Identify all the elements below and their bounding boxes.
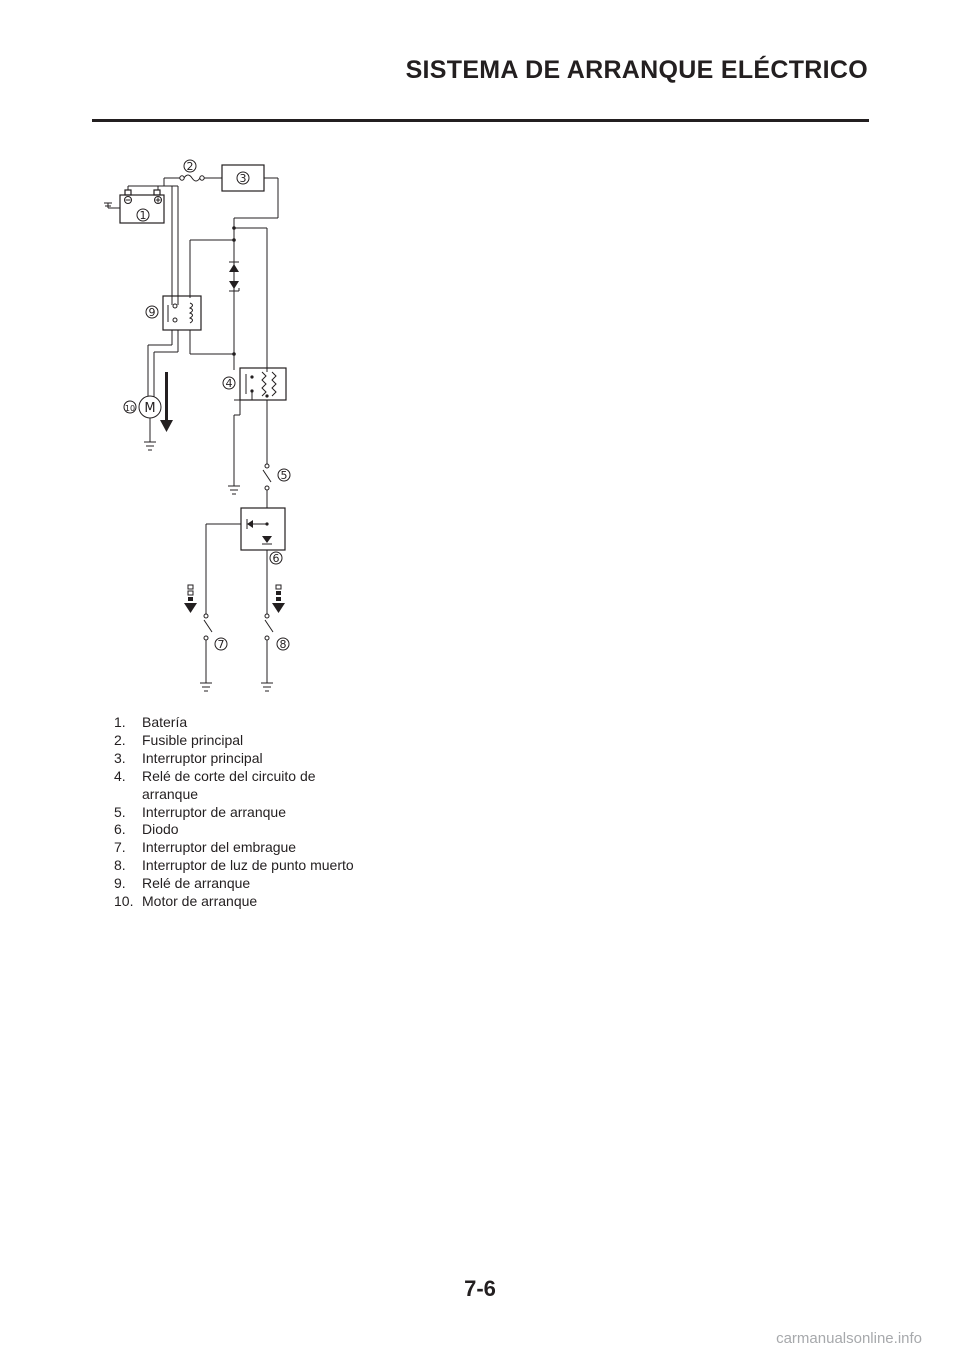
legend-item: [114, 804, 374, 822]
legend-text: Motor de arranque: [142, 893, 258, 910]
legend-text: Relé de corte del circuito de arranque: [142, 767, 316, 802]
legend-num: 4.: [114, 767, 126, 784]
legend-text: Interruptor del embrague: [142, 839, 297, 856]
legend-text: Fusible principal: [142, 731, 244, 748]
legend-item: [114, 768, 374, 804]
legend-num: 8.: [114, 857, 126, 874]
callout-1-label: 1: [139, 209, 147, 222]
callout-4: [223, 377, 235, 390]
cut-off-relay: [234, 368, 286, 400]
legend-item: [114, 821, 374, 839]
neutral-arrow: [272, 585, 285, 613]
starter-relay: [163, 296, 201, 352]
legend-list: [114, 714, 374, 911]
legend-num: 2.: [114, 731, 126, 748]
legend-num: 10.: [114, 893, 134, 910]
legend-item: [114, 875, 374, 893]
callout-7: [215, 638, 227, 651]
legend-item: [114, 839, 374, 857]
legend-num: 1.: [114, 714, 126, 730]
callout-7-label: 7: [217, 638, 225, 651]
watermark: carmanualsonline.info: [776, 1330, 922, 1347]
callout-5-label: 5: [280, 469, 288, 482]
callout-9: [146, 306, 158, 319]
battery: [104, 190, 164, 223]
wires: [128, 178, 278, 370]
callout-5: [278, 469, 290, 482]
legend-text: Interruptor de luz de punto muerto: [142, 857, 354, 874]
legend-num: 5.: [114, 803, 126, 820]
main-fuse: [164, 175, 222, 181]
legend-text: Relé de arranque: [142, 875, 251, 892]
direction-arrow: [160, 372, 173, 432]
legend-item: [114, 857, 374, 875]
legend-item: [114, 750, 374, 768]
callout-8: [277, 638, 289, 651]
legend-text: Batería: [142, 714, 188, 730]
clutch-arrow: [184, 585, 197, 613]
callout-8-label: 8: [279, 638, 287, 651]
legend-num: 3.: [114, 749, 126, 766]
legend-num: 6.: [114, 821, 126, 838]
starter-switch: [263, 400, 271, 508]
motor-wires: [148, 345, 178, 397]
callout-2-label: 2: [186, 160, 194, 173]
callout-1: [137, 209, 149, 222]
ground-relay4: [228, 400, 240, 494]
neutral-switch: [261, 614, 273, 691]
page-number: 7-6: [464, 1276, 496, 1301]
page-title: SISTEMA DE ARRANQUE ELÉCTRICO: [405, 56, 868, 84]
callout-2: [184, 160, 196, 173]
legend-text: Diodo: [142, 821, 179, 838]
legend-text: Interruptor principal: [142, 749, 263, 766]
legend-text: Interruptor de arranque: [142, 803, 286, 820]
callout-4-label: 4: [225, 377, 233, 390]
callout-10-label: 10: [124, 404, 136, 413]
legend-item: [114, 893, 374, 911]
legend-num: 7.: [114, 839, 126, 856]
motor-symbol: M: [144, 401, 156, 416]
legend-item: [114, 732, 374, 750]
callout-3: [237, 172, 249, 185]
callout-3-label: 3: [239, 172, 247, 185]
callout-6-label: 6: [272, 552, 280, 565]
callout-10: [124, 401, 136, 413]
callout-6: [270, 552, 282, 565]
starter-motor: [139, 396, 161, 450]
legend-item: [114, 714, 374, 732]
callout-9-label: 9: [148, 306, 156, 319]
legend-num: 9.: [114, 875, 126, 892]
clutch-switch: [200, 614, 212, 691]
